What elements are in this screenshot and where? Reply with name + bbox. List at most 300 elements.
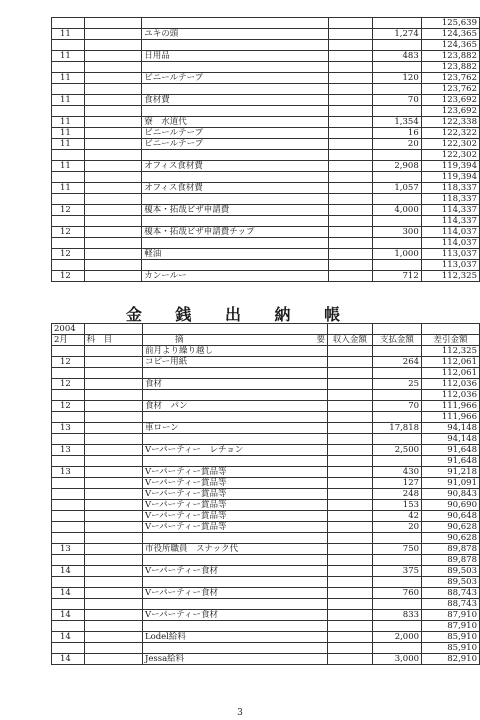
row-subject (84, 139, 142, 150)
row-income (329, 128, 372, 139)
ledger-row (52, 357, 480, 368)
row-subject (84, 40, 142, 51)
ledger-row (52, 555, 480, 566)
row-expense: 1,000 (372, 249, 421, 260)
row-income (329, 95, 372, 106)
row-expense: 2,000 (372, 632, 421, 643)
row-expense (372, 577, 421, 588)
row-expense: 2,908 (372, 161, 421, 172)
row-income (329, 271, 372, 282)
row-description: Vーパーティー賞品等 (142, 489, 327, 500)
row-income (329, 249, 372, 260)
row-expense (372, 390, 421, 401)
ledger-row (52, 599, 480, 610)
row-subject (84, 183, 142, 194)
ledger-row (52, 260, 480, 271)
row-income (328, 566, 373, 577)
ledger-row (52, 150, 480, 161)
row-subject (84, 18, 142, 29)
row-expense (372, 346, 421, 357)
row-subject (84, 478, 142, 489)
ledger-row (52, 216, 480, 227)
header-blank (328, 324, 373, 335)
row-subject (84, 260, 142, 271)
row-subject (84, 161, 142, 172)
row-description (142, 577, 327, 588)
row-balance: 89,503 (422, 566, 480, 577)
row-expense (372, 533, 421, 544)
row-expense: 483 (372, 51, 421, 62)
row-subject (84, 445, 142, 456)
row-income (329, 51, 372, 62)
row-balance: 91,091 (422, 478, 480, 489)
row-day: 13 (52, 423, 85, 434)
row-description (142, 390, 327, 401)
row-description: ビニールテープ (142, 139, 329, 150)
row-expense: 25 (372, 379, 421, 390)
row-income (328, 533, 373, 544)
row-description: 市役所職員 スナック代 (142, 544, 327, 555)
ledger-row (52, 456, 480, 467)
row-income (328, 555, 373, 566)
row-balance: 114,337 (421, 216, 479, 227)
row-income (328, 621, 373, 632)
row-day (52, 260, 85, 271)
row-balance: 112,325 (422, 346, 480, 357)
row-description (142, 84, 329, 95)
row-income (329, 161, 372, 172)
header-summary-b: 要 (316, 335, 325, 345)
row-description (142, 260, 329, 271)
row-description: 車ローン (142, 423, 327, 434)
ledger-top-body (52, 18, 480, 282)
row-subject (84, 106, 142, 117)
row-description (142, 62, 329, 73)
row-expense: 120 (372, 73, 421, 84)
ledger-row (52, 368, 480, 379)
row-day: 12 (52, 357, 85, 368)
ledger-row (52, 227, 480, 238)
ledger-row (52, 205, 480, 216)
row-balance: 94,148 (422, 434, 480, 445)
row-balance: 114,037 (421, 227, 479, 238)
ledger-row (52, 643, 480, 654)
row-expense: 16 (372, 128, 421, 139)
row-day: 14 (52, 654, 85, 665)
row-balance: 91,218 (422, 467, 480, 478)
row-balance: 122,302 (421, 139, 479, 150)
ledger-row (52, 500, 480, 511)
row-subject (84, 84, 142, 95)
ledger-row (52, 73, 480, 84)
row-balance: 124,365 (421, 40, 479, 51)
row-income (328, 346, 373, 357)
row-income (329, 117, 372, 128)
row-balance: 114,037 (421, 238, 479, 249)
row-day: 12 (52, 379, 85, 390)
row-day: 13 (52, 544, 85, 555)
header-summary (142, 335, 327, 346)
row-income (328, 412, 373, 423)
row-balance: 90,628 (422, 533, 480, 544)
row-day: 11 (52, 139, 85, 150)
row-day (52, 643, 85, 654)
ledger-row (52, 40, 480, 51)
row-description (142, 238, 329, 249)
ledger-row (52, 445, 480, 456)
row-expense: 17,818 (372, 423, 421, 434)
row-day: 14 (52, 566, 85, 577)
row-balance: 112,036 (422, 379, 480, 390)
header-summary-a: 摘 (174, 335, 184, 345)
row-balance: 123,882 (421, 62, 479, 73)
header-blank (372, 324, 421, 335)
row-balance: 85,910 (422, 632, 480, 643)
ledger-row (52, 194, 480, 205)
row-day (52, 533, 85, 544)
row-income (328, 588, 373, 599)
row-day: 11 (52, 29, 85, 40)
row-balance: 89,878 (422, 544, 480, 555)
header-blank (142, 324, 327, 335)
row-day (52, 368, 85, 379)
ledger-row (52, 183, 480, 194)
row-expense: 70 (372, 401, 421, 412)
row-description: 前月より繰り越し (142, 346, 327, 357)
row-day (52, 555, 85, 566)
row-balance: 112,061 (422, 357, 480, 368)
ledger-row (52, 238, 480, 249)
row-subject (84, 544, 142, 555)
row-income (329, 29, 372, 40)
row-expense: 1,057 (372, 183, 421, 194)
row-expense (372, 599, 421, 610)
row-description: 食材 (142, 379, 327, 390)
row-description: Vーパーティー食材 (142, 588, 327, 599)
row-subject (84, 128, 142, 139)
row-expense: 127 (372, 478, 421, 489)
row-subject (84, 205, 142, 216)
row-subject (84, 172, 142, 183)
row-balance: 91,648 (422, 445, 480, 456)
row-subject (84, 29, 142, 40)
row-income (328, 445, 373, 456)
row-subject (84, 62, 142, 73)
row-description: コピー用紙 (142, 357, 327, 368)
row-income (329, 18, 372, 29)
ledger-row (52, 610, 480, 621)
row-description (142, 412, 327, 423)
row-day (52, 621, 85, 632)
row-day (52, 412, 85, 423)
row-description (142, 643, 327, 654)
row-income (328, 599, 373, 610)
row-expense (372, 18, 421, 29)
row-income (328, 500, 373, 511)
row-day (52, 346, 85, 357)
row-subject (84, 423, 142, 434)
row-income (329, 106, 372, 117)
row-income (328, 522, 373, 533)
row-day (52, 238, 85, 249)
ledger-row (52, 489, 480, 500)
row-income (328, 467, 373, 478)
row-day (52, 150, 85, 161)
row-balance: 114,337 (421, 205, 479, 216)
row-income (329, 84, 372, 95)
row-day: 11 (52, 117, 85, 128)
header-blank (422, 324, 480, 335)
row-balance: 119,394 (421, 172, 479, 183)
row-description: 軽油 (142, 249, 329, 260)
row-description (142, 216, 329, 227)
row-balance: 90,690 (422, 500, 480, 511)
row-income (328, 643, 373, 654)
row-expense (372, 216, 421, 227)
row-description: Vーパーティー食材 (142, 610, 327, 621)
row-income (328, 390, 373, 401)
row-balance: 123,762 (421, 73, 479, 84)
row-description: 榎本・拓哉ビザ申請費チップ (142, 227, 329, 238)
ledger-row (52, 249, 480, 260)
row-expense: 750 (372, 544, 421, 555)
row-income (328, 478, 373, 489)
row-description: ビニールテープ (142, 128, 329, 139)
row-expense (372, 62, 421, 73)
row-subject (84, 566, 142, 577)
row-balance: 91,648 (422, 456, 480, 467)
row-expense: 1,354 (372, 117, 421, 128)
header-income: 収入金額 (328, 335, 373, 346)
row-income (329, 62, 372, 73)
row-expense (372, 84, 421, 95)
row-balance: 87,910 (422, 610, 480, 621)
row-subject (84, 434, 142, 445)
row-subject (84, 577, 142, 588)
row-balance: 123,692 (421, 106, 479, 117)
ledger-table-top (51, 17, 480, 282)
row-expense: 153 (372, 500, 421, 511)
row-description: 榎本・拓哉ビザ申請費 (142, 205, 329, 216)
row-subject (84, 238, 142, 249)
row-balance: 111,966 (422, 412, 480, 423)
ledger-row (52, 172, 480, 183)
row-description: 食材費 (142, 95, 329, 106)
row-day (52, 18, 85, 29)
row-subject (84, 599, 142, 610)
row-income (329, 40, 372, 51)
row-income (328, 401, 373, 412)
row-day (52, 390, 85, 401)
row-subject (84, 150, 142, 161)
row-income (328, 434, 373, 445)
row-expense: 375 (372, 566, 421, 577)
row-expense (372, 40, 421, 51)
row-balance: 113,037 (421, 249, 479, 260)
row-balance: 123,692 (421, 95, 479, 106)
header-balance: 差引金額 (422, 335, 480, 346)
row-balance: 94,148 (422, 423, 480, 434)
row-balance: 123,762 (421, 84, 479, 95)
row-income (328, 423, 373, 434)
row-day: 13 (52, 445, 85, 456)
row-description (142, 434, 327, 445)
row-balance: 87,910 (422, 621, 480, 632)
ledger-row (52, 390, 480, 401)
row-day (52, 577, 85, 588)
row-description: Lodel給料 (142, 632, 327, 643)
row-balance: 118,337 (421, 183, 479, 194)
row-expense (372, 621, 421, 632)
ledger-row (52, 117, 480, 128)
row-description: Vーパーティー賞品等 (142, 500, 327, 511)
row-income (329, 227, 372, 238)
row-income (329, 73, 372, 84)
row-day (52, 522, 85, 533)
ledger-row (52, 654, 480, 665)
row-expense: 1,274 (372, 29, 421, 40)
row-day: 12 (52, 249, 85, 260)
ledger-row (52, 139, 480, 150)
ledger-row (52, 379, 480, 390)
row-subject (84, 610, 142, 621)
row-income (328, 489, 373, 500)
row-description: Vーパーティー賞品等 (142, 511, 327, 522)
ledger-row (52, 467, 480, 478)
row-balance: 89,878 (422, 555, 480, 566)
row-expense (372, 412, 421, 423)
ledger-row (52, 533, 480, 544)
row-day (52, 434, 85, 445)
row-subject (84, 412, 142, 423)
row-subject (84, 643, 142, 654)
row-balance: 88,743 (422, 588, 480, 599)
row-day (52, 599, 85, 610)
row-description (142, 621, 327, 632)
row-subject (84, 368, 142, 379)
row-subject (84, 346, 142, 357)
ledger-row (52, 18, 480, 29)
row-balance: 124,365 (421, 29, 479, 40)
row-description (142, 599, 327, 610)
row-balance: 112,036 (422, 390, 480, 401)
row-day: 12 (52, 227, 85, 238)
row-subject (84, 249, 142, 260)
row-income (329, 216, 372, 227)
row-day (52, 40, 85, 51)
row-subject (84, 73, 142, 84)
row-income (329, 205, 372, 216)
row-balance: 122,338 (421, 117, 479, 128)
row-income (329, 260, 372, 271)
row-day (52, 456, 85, 467)
ledger-row (52, 161, 480, 172)
row-description (142, 533, 327, 544)
row-expense (372, 456, 421, 467)
row-expense: 70 (372, 95, 421, 106)
row-day (52, 172, 85, 183)
row-balance: 118,337 (421, 194, 479, 205)
header-blank (84, 324, 142, 335)
row-subject (84, 271, 142, 282)
row-subject (84, 456, 142, 467)
row-income (328, 654, 373, 665)
row-income (328, 456, 373, 467)
row-expense (372, 555, 421, 566)
ledger-row (52, 401, 480, 412)
header-subject: 科 目 (84, 335, 142, 346)
row-description: ユキの頭 (142, 29, 329, 40)
row-expense: 248 (372, 489, 421, 500)
row-description: 日用品 (142, 51, 329, 62)
ledger-row (52, 423, 480, 434)
row-income (328, 632, 373, 643)
row-income (328, 357, 373, 368)
row-description (142, 40, 329, 51)
row-expense: 430 (372, 467, 421, 478)
ledger-row (52, 478, 480, 489)
row-subject (84, 390, 142, 401)
row-day: 11 (52, 73, 85, 84)
row-expense (372, 434, 421, 445)
ledger-row (52, 577, 480, 588)
row-expense: 2,500 (372, 445, 421, 456)
row-day: 14 (52, 610, 85, 621)
ledger-row (52, 511, 480, 522)
ledger-row (52, 632, 480, 643)
row-subject (84, 500, 142, 511)
row-expense: 20 (372, 139, 421, 150)
row-expense (372, 643, 421, 654)
row-expense (372, 238, 421, 249)
row-expense: 300 (372, 227, 421, 238)
row-expense: 4,000 (372, 205, 421, 216)
row-description (142, 106, 329, 117)
row-expense: 760 (372, 588, 421, 599)
header-year: 2004 (52, 324, 85, 335)
row-subject (84, 654, 142, 665)
row-description: Vーパーティー レチョン (142, 445, 327, 456)
page-number: 3 (237, 708, 243, 718)
ledger-row (52, 84, 480, 95)
ledger-row (52, 588, 480, 599)
row-day (52, 194, 85, 205)
row-balance: 89,503 (422, 577, 480, 588)
row-expense (372, 172, 421, 183)
row-day (52, 500, 85, 511)
row-description (142, 150, 329, 161)
row-day: 11 (52, 51, 85, 62)
ledger-title: 金 銭 出 納 帳 (125, 305, 355, 324)
row-expense: 42 (372, 511, 421, 522)
row-day: 12 (52, 401, 85, 412)
row-day (52, 489, 85, 500)
row-subject (84, 555, 142, 566)
row-day: 11 (52, 161, 85, 172)
row-subject (84, 533, 142, 544)
row-expense (372, 260, 421, 271)
row-subject (84, 522, 142, 533)
row-subject (84, 227, 142, 238)
row-day: 14 (52, 632, 85, 643)
row-description: Jessa給料 (142, 654, 327, 665)
row-day: 13 (52, 467, 85, 478)
ledger-row (52, 434, 480, 445)
ledger-row (52, 621, 480, 632)
row-day: 12 (52, 271, 85, 282)
row-expense: 833 (372, 610, 421, 621)
row-income (328, 610, 373, 621)
